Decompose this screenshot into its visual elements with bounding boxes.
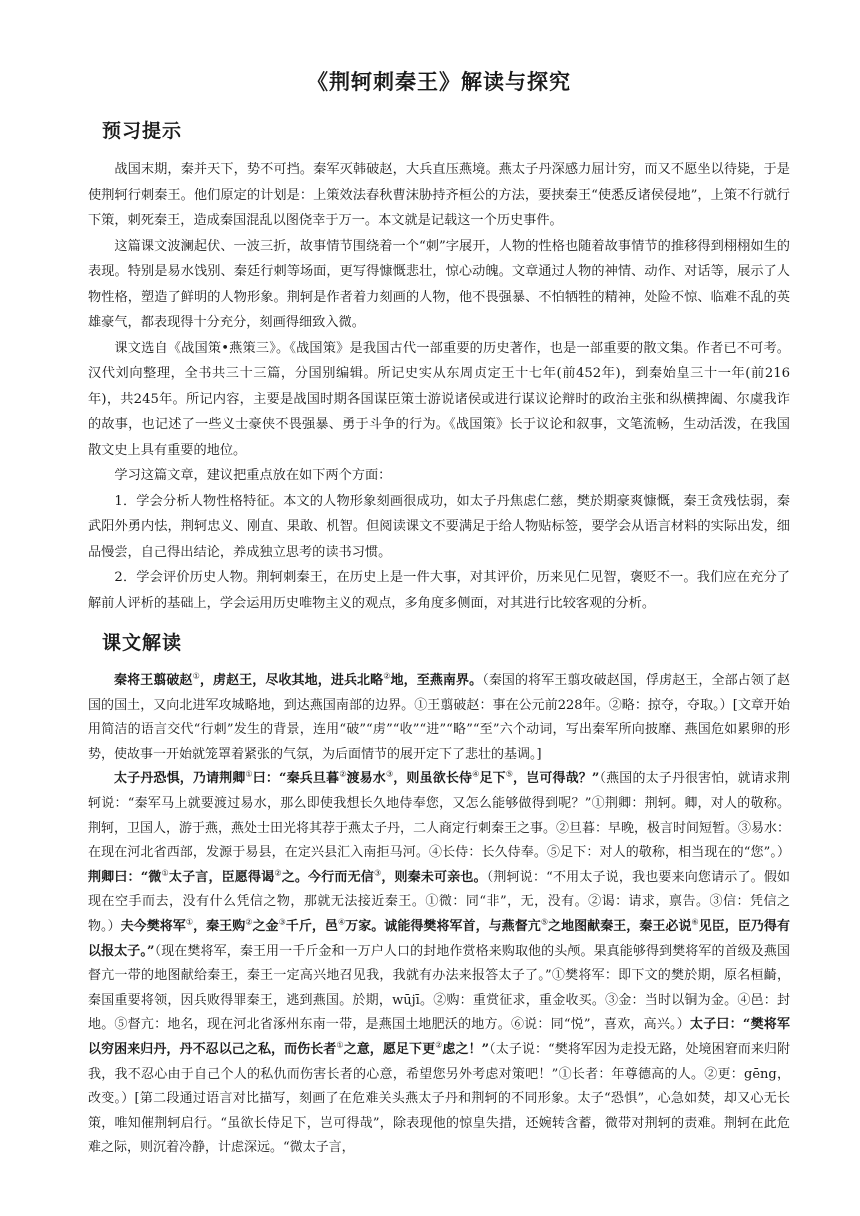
footnote-marker: ① [161,868,169,878]
footnote-marker: ② [274,868,282,878]
original-text: 之金 [252,918,279,934]
original-text: ，岂可得哉？” [513,771,600,787]
original-text: 太子曰：“樊将军以穷困来归丹，丹不忍以己之私，而伤长者 [88,1017,790,1057]
document-page [88,66,790,1161]
footnote-marker: ③ [373,868,382,878]
footnote-marker: ② [435,1040,443,1050]
original-text: ，则虽欲长侍 [393,771,473,787]
original-text: 夫今樊将军 [120,918,186,934]
original-text: ，则秦未可亲也。 [381,869,487,885]
footnote-marker: ⑤ [505,770,514,780]
footnote-marker: ② [383,671,391,681]
gloss-text: （太子说：“樊将军因为走投无路，处境困窘而来归附我，我不忍心由于自己个人的私仇而伤害长者的心意，希望您另外考虑对策吧！”①长者：年尊德高的人。②更：gēng，改变。） [88,1041,790,1107]
original-text: 足下 [479,771,506,787]
reading-paragraph-1 [88,669,790,767]
preview-paragraph-1: 战国末期，秦并天下，势不可挡。秦军灭韩破赵，大兵直压燕境。燕太子丹深感力屈计穷，而又不愿坐以待毙，于是使荆轲行刺秦王。他们原定的计划是：上策效法春秋曹沫胁持齐桓公的方法，要挟秦王“使悉反诸侯侵地”，上策不行就行下策，刺死秦王，造成秦国混乱以图侥幸于万一。本文就是记载这一个历史事件。 [88,162,790,228]
footnote-marker: ④ [472,770,480,780]
original-text: 千斤，邑 [285,918,338,934]
reading-paragraph-2 [88,767,790,1161]
original-text: 之意，愿足下更 [343,1041,436,1057]
original-text: 之。今行而无信 [281,869,374,885]
original-text: 太子丹恐惧，乃请荆卿 [114,771,246,787]
footnote-marker: ② [339,770,347,780]
gloss-text: （秦国的将军王翦攻破赵国，俘虏赵王，全部占领了赵国的国土，又向北进军攻城略地，到达燕国南部的边界。①王翦破赵：事在公元前228年。②略：掠夺，夺取。） [88,673,790,713]
footnote-marker: ① [245,770,253,780]
gloss-text: （燕国的太子丹很害怕，就请求荆轲说：“秦军马上就要渡过易水，那么即使我想长久地侍奉您，又怎么能够做得到呢？”①荆卿：荆轲。卿，对人的敬称。荆轲，卫国人，游于燕，燕处士田光将其荐于燕太子丹，二人商定行刺秦王之事。②旦暮：早晚，极言时间短暂。③易水：在现在河北省西部，发源于易县，在定兴县汇入南拒马河。④长侍：长久侍奉。⑤足下：对人的敬称，相当现在的“您”。） [88,771,791,861]
original-text: 地，至燕南界。 [390,673,483,688]
original-text: 渡易水 [346,771,386,787]
footnote-marker: ④ [337,917,346,927]
gloss-text: （现在樊将军，秦王用一千斤金和一万户人口的封地作赏格来购取他的头颅。果真能够得到樊将军的首级及燕国督亢一带的地图献给秦王，秦王一定高兴地召见我，我就有办法来报答太子了。”①樊将军：即下文的樊於期，原名桓齮，秦国重要将领，因兵败得罪秦王，逃到燕国。於期，wūjī。②购：重赏征求，重金收买。③金：当时以铜为金。④邑：封地。⑤督亢：地名，现在河北省涿州东南一带，是燕国土地肥沃的地方。⑥说：同“悦”，喜欢，高兴。） [88,943,790,1033]
preview-paragraph-2: 这篇课文波澜起伏、一波三折，故事情节围绕着一个“刺”字展开，人物的性格也随着故事情节的推移得到栩栩如生的表现。特别是易水饯别、秦廷行刺等场面，更写得慷慨悲壮，惊心动魄。文章通过人物的神情、动作、对话等，展示了人物性格，塑造了鲜明的人物形象。荆轲是作者着力刻画的人物，他不畏强暴、不怕牺牲的精神，处险不惊、临难不乱的英雄豪气，都表现得十分充分，刻画得细致入微。 [88,238,790,330]
footnote-marker: ① [185,917,194,927]
footnote-marker: ② [245,917,253,927]
preview-paragraph-4: 学习这篇文章，建议把重点放在如下两个方面： [114,468,392,483]
section-heading-preview: 预习提示 [102,120,183,142]
footnote-marker: ③ [278,917,286,927]
document-title: 《荆轲刺秦王》解读与探究 [307,70,571,94]
preview-paragraph-3: 课文选自《战国策•燕策三》。《战国策》是我国古代一部重要的历史著作，也是一部重要的散文集。作者已不可考。汉代刘向整理，全书共三十三篇，分国别编辑。所记史实从东周贞定王十七年(前452年)，到秦始皇三十一年(前216年)，共245年。所记内容，主要是战国时期各国谋臣策士游说诸侯或进行谋议论辩时的政治主张和纵横捭阖、尔虞我诈的故事，也记述了一些义士豪侠不畏强暴、勇于斗争的行为。《战国策》长于议论和叙事，文笔流畅，生动活泼，在我国散文史上具有重要的地位。 [88,340,790,458]
footnote-marker: ⑥ [691,917,699,927]
footnote-marker: ① [336,1040,344,1050]
section-heading-reading: 课文解读 [102,632,183,654]
original-text: 万家。诚能得樊将军首，与燕督亢 [345,918,541,934]
commentary-text: [文章开始用简洁的语言交代“行刺”发生的背景，连用“破”“虏”“收”“进”“略”“至”六个动词，写出秦军所向披靡、燕国危如累卵的形势，使故事一开始就笼罩着紧张的气氛，为后面情节的展开定下了悲壮的基调。] [88,697,790,762]
original-text: 见臣，臣乃得有以报太子。” [88,918,790,959]
gloss-text: （荆轲说：“不用太子说，我也要来向您请示了。假如现在空手而去，没有什么凭信之物，那就无法接近秦王。①微：同“非”，无，没有。②谒：请求，禀告。③信：凭信之物。） [88,869,790,934]
original-text: ，秦王购 [193,918,246,934]
footnote-marker: ① [192,671,200,681]
commentary-text: [第二段通过语言对比描写，刻画了在危难关头燕太子丹和荆轲的不同形象。太子“恐惧”，心急如焚，却又心无长策，唯知催荆轲启行。“虽欲长侍足下，岂可得哉”，除表现他的惊皇失措，还婉转含蓄，微带对荆轲的责难。荆轲在此危难之际，则沉着冷静，计虑深远。“微太子言， [88,1091,790,1156]
preview-paragraph-6: 2．学会评价历史人物。荆轲刺秦王，在历史上是一件大事，对其评价，历来见仁见智，褒贬不一。我们应在充分了解前人评析的基础上，学会运用历史唯物主义的观点，多角度多侧面，对其进行比较客观的分析。 [88,570,790,611]
preview-paragraph-5: 1．学会分析人物性格特征。本文的人物形象刻画很成功，如太子丹焦虑仁慈，樊於期豪爽慷慨，秦王贪残怯弱，秦武阳外勇内怯，荆轲忠义、刚直、果敢、机智。但阅读课文不要满足于给人物贴标签，要学会从语言材料的实际出发，细品慢尝，自己得出结论，养成独立思考的读书习惯。 [88,493,790,560]
original-text: 曰：“秦兵旦暮 [252,771,340,787]
original-text: 之地图献秦王，秦王必说 [548,918,692,934]
original-text: 秦将王翦破赵 [114,673,193,688]
original-text: ，虏赵王，尽收其地，进兵北略 [199,673,384,688]
original-text: 荆卿曰：“微 [88,869,162,885]
reading-section [88,669,790,1161]
original-text: 虑之！” [442,1041,490,1057]
original-text: 太子言，臣愿得谒 [168,869,275,885]
footnote-marker: ⑤ [540,917,549,927]
footnote-marker: ③ [385,770,394,780]
